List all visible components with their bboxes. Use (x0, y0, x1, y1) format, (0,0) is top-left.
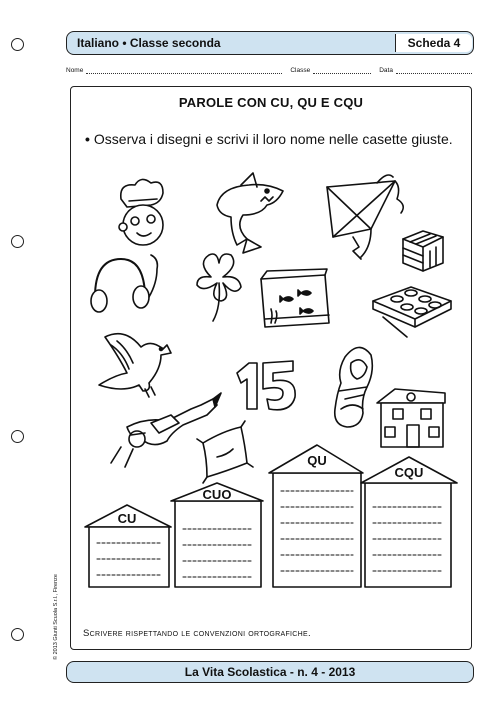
clover-icon (197, 254, 241, 321)
house-label-cu: CU (117, 511, 137, 526)
class-label: Classe (290, 67, 311, 74)
house-label-cuo: CUO (202, 487, 232, 502)
kite-icon (327, 175, 403, 259)
pillow-icon (197, 421, 253, 483)
worksheet-panel (70, 86, 472, 650)
date-label: Data (379, 67, 393, 74)
worksheet-title: PAROLE CON CU, QU E CQU (178, 95, 364, 110)
cook-icon (119, 179, 163, 245)
school-icon (377, 389, 445, 447)
magazine-issue: La Vita Scolastica - n. 4 - 2013 (184, 665, 356, 679)
name-label: Nome (66, 67, 84, 74)
house-label-qu: QU (307, 453, 327, 468)
binder-hole-1 (11, 38, 24, 51)
header-band (66, 31, 474, 55)
number-15-icon (237, 361, 295, 410)
instruction-text: Osserva i disegni e scrivi il loro nome nelle casette giuste. (93, 131, 453, 147)
subject-title: Italiano • Classe seconda (77, 36, 221, 50)
student-fields (66, 67, 472, 74)
binder-hole-3 (11, 430, 24, 443)
headphones-icon (91, 255, 157, 312)
cube-icon (403, 231, 443, 271)
aquarium-icon (261, 269, 329, 327)
sheet-number: Scheda 4 (395, 34, 472, 52)
bullet: • (85, 131, 90, 147)
binder-hole-2 (11, 235, 24, 248)
date-field[interactable] (396, 67, 472, 74)
eagle-icon (99, 334, 171, 397)
shark-icon (217, 173, 283, 253)
footer-band (66, 661, 474, 683)
binder-hole-4 (11, 628, 24, 641)
house-label-cqu: CQU (394, 465, 424, 480)
illustrations (71, 87, 471, 649)
watercolor-palette-icon (373, 287, 451, 337)
name-field[interactable] (86, 67, 282, 74)
copyright: © 2013 Giunti Scuola S.r.l., Firenze (53, 574, 59, 660)
class-field[interactable] (313, 67, 371, 74)
diver-icon (111, 393, 221, 467)
shoe-sole-icon (335, 347, 373, 427)
spelling-note: Scrivere rispettando le convenzioni ortografiche. (83, 628, 311, 639)
